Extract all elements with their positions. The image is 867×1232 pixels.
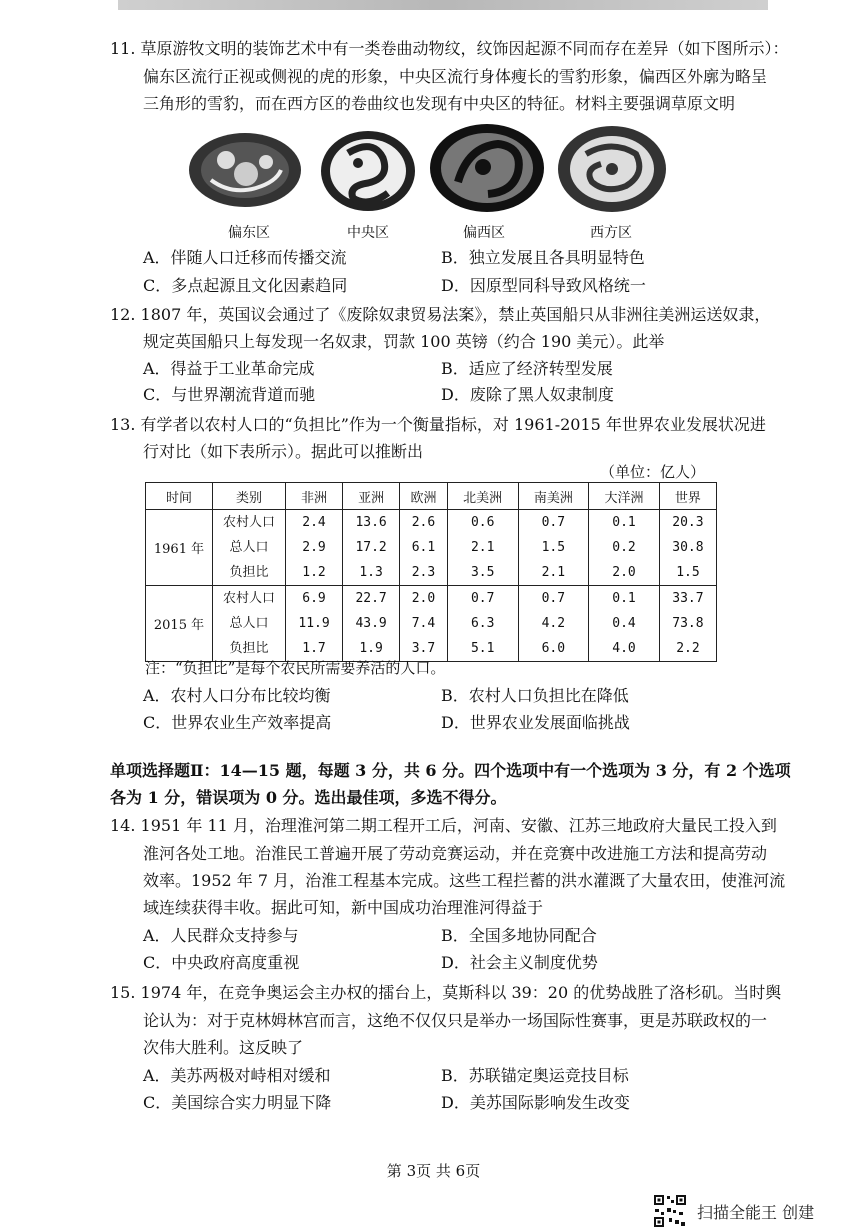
- category-cell-2015: 农村人口 总人口 负担比: [213, 586, 286, 662]
- scan-top-edge: [118, 0, 768, 10]
- cell-1961-oceania: 0.1 0.2 2.0: [589, 510, 660, 586]
- cell-1961-north-america: 0.6 2.1 3.5: [447, 510, 518, 586]
- q14-line-1: 14. 1951 年 11 月，治理淮河第二期工程开工后，河南、安徽、江苏三地政府大量民工投入到: [110, 816, 777, 835]
- header-time: 时间: [146, 483, 213, 510]
- west-ornament-image: [428, 122, 546, 214]
- q11-option-a[interactable]: A．伴随人口迁移而传播交流: [143, 248, 347, 267]
- table-header-row: [146, 483, 717, 510]
- q15-option-d[interactable]: D．美苏国际影响发生改变: [441, 1093, 630, 1112]
- q11-line-1: 11. 草原游牧文明的装饰艺术中有一类卷曲动物纹，纹饰因起源不同而存在差异（如下图所示）：: [110, 39, 789, 58]
- year-1961: 1961 年: [146, 510, 213, 586]
- header-asia: 亚洲: [343, 483, 400, 510]
- cell-1961-africa: 2.4 2.9 1.2: [286, 510, 343, 586]
- east-ornament-image: [186, 130, 304, 210]
- table-unit: （单位：亿人）: [600, 463, 706, 481]
- q15-line-2: 论认为：对于克林姆林宫而言，这绝不仅仅只是举办一场国际性赛事，更是苏联政权的一: [143, 1011, 768, 1030]
- q12-option-d[interactable]: D．废除了黑人奴隶制度: [441, 385, 614, 404]
- cell-2015-north-america: 0.7 6.3 5.1: [447, 586, 518, 662]
- q13-option-b[interactable]: B．农村人口负担比在降低: [441, 686, 629, 705]
- q15-line-1: 15. 1974 年，在竞争奥运会主办权的擂台上，莫斯科以 39：20 的优势战胜了洛杉矶。当时舆: [110, 983, 782, 1002]
- section2-line-2: 各为 1 分，错误项为 0 分。选出最佳项，多选不得分。: [110, 788, 507, 807]
- q14-option-b[interactable]: B．全国多地协同配合: [441, 926, 597, 945]
- scanner-watermark: 扫描全能王 创建: [697, 1203, 815, 1222]
- caption-west: 偏西区: [463, 225, 505, 241]
- caption-far-west: 西方区: [590, 225, 632, 241]
- caption-east: 偏东区: [228, 225, 270, 241]
- header-oceania: 大洋洲: [589, 483, 660, 510]
- cell-2015-world: 33.7 73.8 2.2: [659, 586, 716, 662]
- q15-option-a[interactable]: A．美苏两极对峙相对缓和: [143, 1066, 331, 1085]
- q14-line-3: 效率。1952 年 7 月，治淮工程基本完成。这些工程拦蓄的洪水灌溉了大量农田，使淮河流: [143, 871, 786, 890]
- q13-option-d[interactable]: D．世界农业发展面临挑战: [441, 713, 630, 732]
- q12-option-a[interactable]: A．得益于工业革命完成: [143, 359, 315, 378]
- q14-option-d[interactable]: D．社会主义制度优势: [441, 953, 598, 972]
- central-ornament-image: [318, 128, 418, 214]
- q14-option-a[interactable]: A．人民群众支持参与: [143, 926, 299, 945]
- table-row-2015: [146, 586, 717, 662]
- cell-2015-asia: 22.7 43.9 1.9: [343, 586, 400, 662]
- q11-option-c[interactable]: C．多点起源且文化因素趋同: [143, 276, 348, 295]
- category-cell-1961: 农村人口 总人口 负担比: [213, 510, 286, 586]
- cell-2015-south-america: 0.7 4.2 6.0: [518, 586, 589, 662]
- cell-2015-europe: 2.0 7.4 3.7: [400, 586, 448, 662]
- table-note: 注：“负担比”是每个农民所需要养活的人口。: [145, 659, 446, 677]
- table-row-1961: [146, 510, 717, 586]
- q15-line-3: 次伟大胜利。这反映了: [143, 1038, 304, 1057]
- q12-option-b[interactable]: B．适应了经济转型发展: [441, 359, 613, 378]
- q15-option-b[interactable]: B．苏联锚定奥运竞技目标: [441, 1066, 629, 1085]
- caption-central: 中央区: [347, 225, 389, 241]
- q14-option-c[interactable]: C．中央政府高度重视: [143, 953, 300, 972]
- qr-code-icon: [653, 1194, 687, 1228]
- q13-line-1: 13. 有学者以农村人口的“负担比”作为一个衡量指标，对 1961-2015 年世界农业发展状况进: [110, 415, 766, 434]
- cell-1961-europe: 2.6 6.1 2.3: [400, 510, 448, 586]
- cell-2015-oceania: 0.1 0.4 4.0: [589, 586, 660, 662]
- section2-line-1: 单项选择题Ⅱ：14—15 题，每题 3 分，共 6 分。四个选项中有一个选项为 3 分，有 2 个选项: [110, 761, 791, 780]
- q11-line-2: 偏东区流行正视或侧视的虎的形象，中央区流行身体瘦长的雪豹形象，偏西区外廓为略呈: [143, 67, 768, 86]
- q12-line-2: 规定英国船只上每发现一名奴隶，罚款 100 英镑（约合 190 美元）。此举: [143, 332, 665, 351]
- q15-option-c[interactable]: C．美国综合实力明显下降: [143, 1093, 332, 1112]
- q12-line-1: 12. 1807 年，英国议会通过了《废除奴隶贸易法案》，禁止英国船只从非洲往美洲运送奴隶，: [110, 305, 771, 324]
- header-africa: 非洲: [286, 483, 343, 510]
- cell-1961-world: 20.3 30.8 1.5: [659, 510, 716, 586]
- q12-option-c[interactable]: C．与世界潮流背道而驰: [143, 385, 316, 404]
- q11-option-b[interactable]: B．独立发展且各具明显特色: [441, 248, 645, 267]
- header-south-america: 南美洲: [518, 483, 589, 510]
- cell-1961-south-america: 0.7 1.5 2.1: [518, 510, 589, 586]
- q13-option-c[interactable]: C．世界农业生产效率提高: [143, 713, 332, 732]
- cell-2015-africa: 6.9 11.9 1.7: [286, 586, 343, 662]
- header-world: 世界: [659, 483, 716, 510]
- page-footer: 第 3页 共 6页: [386, 1162, 481, 1180]
- cell-1961-asia: 13.6 17.2 1.3: [343, 510, 400, 586]
- q13-line-2: 行对比（如下表所示）。据此可以推断出: [143, 442, 424, 461]
- far-west-ornament-image: [556, 124, 668, 214]
- year-2015: 2015 年: [146, 586, 213, 662]
- population-table: [145, 482, 717, 662]
- header-europe: 欧洲: [400, 483, 448, 510]
- header-north-america: 北美洲: [447, 483, 518, 510]
- q13-option-a[interactable]: A．农村人口分布比较均衡: [143, 686, 331, 705]
- header-category: 类别: [213, 483, 286, 510]
- q14-line-2: 淮河各处工地。治淮民工普遍开展了劳动竞赛运动，并在竞赛中改进施工方法和提高劳动: [143, 844, 768, 863]
- q11-option-d[interactable]: D．因原型同科导致风格统一: [441, 276, 646, 295]
- q11-line-3: 三角形的雪豹，而在西方区的卷曲纹也发现有中央区的特征。材料主要强调草原文明: [143, 94, 736, 113]
- q14-line-4: 域连续获得丰收。据此可知，新中国成功治理淮河得益于: [143, 898, 544, 917]
